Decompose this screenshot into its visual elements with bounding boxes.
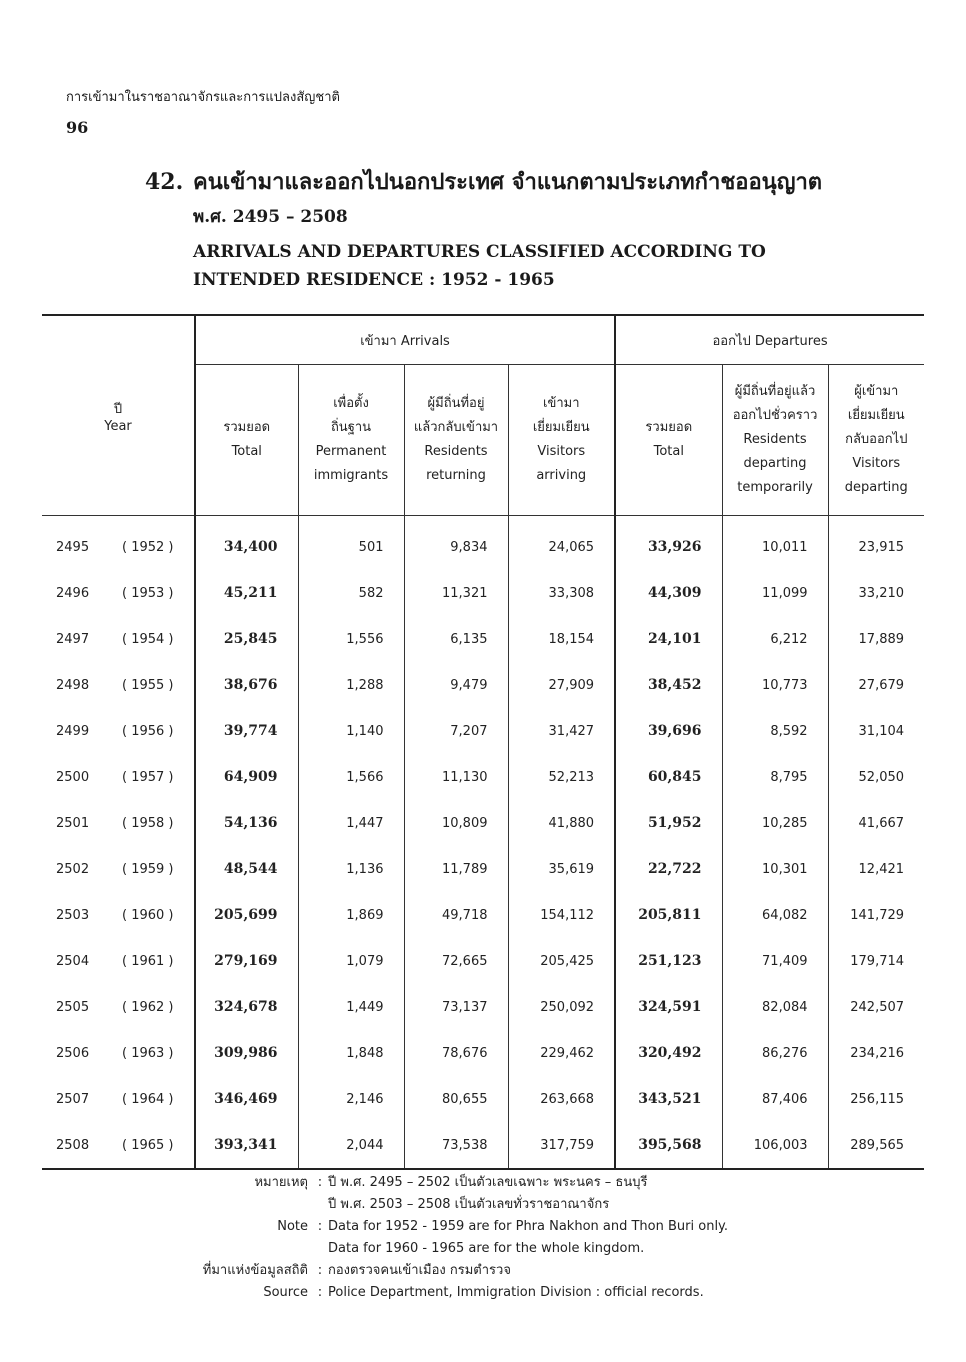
cell-arrivals-total: 64,909 bbox=[195, 754, 298, 800]
col-header-line: เพื่อตั้ง bbox=[333, 396, 369, 411]
col-header-line: Residents bbox=[743, 432, 807, 447]
year-ce: ( 1954 ) bbox=[122, 631, 174, 647]
title-english bbox=[193, 238, 793, 294]
year-cell bbox=[42, 662, 195, 708]
cell-arrivals-total: 324,678 bbox=[195, 984, 298, 1030]
year-be: 2507 bbox=[56, 1091, 90, 1107]
year-cell bbox=[42, 570, 195, 616]
notes-section bbox=[150, 1172, 728, 1304]
year-cell bbox=[42, 616, 195, 662]
year-cell bbox=[42, 1030, 195, 1076]
cell-residents-departing: 10,011 bbox=[722, 516, 828, 571]
note-label: Note bbox=[277, 1219, 308, 1234]
cell-departures-total: 60,845 bbox=[615, 754, 722, 800]
year-cell bbox=[42, 1076, 195, 1122]
year-be: 2498 bbox=[56, 677, 90, 693]
note-text: Data for 1960 - 1965 are for the whole kingdom. bbox=[328, 1241, 645, 1256]
col-header-line: เยี่ยมเยียน bbox=[847, 408, 905, 423]
year-ce: ( 1956 ) bbox=[122, 723, 174, 739]
note-text: กองตรวจคนเข้าเมือง กรมตำรวจ bbox=[328, 1263, 511, 1278]
cell-visitors-departing: 141,729 bbox=[828, 892, 924, 938]
cell-permanent-immigrants: 1,447 bbox=[298, 800, 404, 846]
cell-visitors-arriving: 27,909 bbox=[508, 662, 615, 708]
note-label: Source bbox=[263, 1285, 308, 1300]
table-number: 42. bbox=[145, 169, 184, 195]
cell-visitors-departing: 234,216 bbox=[828, 1030, 924, 1076]
col-header-line: ถิ่นฐาน bbox=[330, 420, 372, 435]
title-thai-years: พ.ศ. 2495 – 2508 bbox=[193, 207, 348, 227]
col-arrivals-total bbox=[195, 365, 298, 516]
year-cell bbox=[42, 892, 195, 938]
table-row bbox=[42, 616, 924, 662]
cell-visitors-departing: 256,115 bbox=[828, 1076, 924, 1122]
table-row bbox=[42, 984, 924, 1030]
cell-visitors-departing: 17,889 bbox=[828, 616, 924, 662]
col-header-line: กลับออกไป bbox=[845, 432, 908, 447]
note-label bbox=[150, 1238, 312, 1260]
cell-residents-departing: 10,773 bbox=[722, 662, 828, 708]
cell-permanent-immigrants: 1,566 bbox=[298, 754, 404, 800]
note-label: ที่มาแห่งข้อมูลสถิติ bbox=[202, 1263, 308, 1278]
year-be: 2504 bbox=[56, 953, 90, 969]
table-row bbox=[42, 570, 924, 616]
year-ce: ( 1964 ) bbox=[122, 1091, 174, 1107]
cell-residents-returning: 6,135 bbox=[404, 616, 508, 662]
cell-visitors-arriving: 229,462 bbox=[508, 1030, 615, 1076]
cell-permanent-immigrants: 1,449 bbox=[298, 984, 404, 1030]
year-header-english: Year bbox=[104, 418, 132, 434]
cell-visitors-arriving: 263,668 bbox=[508, 1076, 615, 1122]
note-label: หมายเหตุ bbox=[254, 1175, 308, 1190]
running-head: การเข้ามาในราชอาณาจักรและการแปลงสัญชาติ bbox=[66, 90, 340, 105]
cell-visitors-arriving: 24,065 bbox=[508, 516, 615, 571]
year-header bbox=[42, 315, 195, 516]
note-row bbox=[150, 1238, 728, 1260]
year-be: 2503 bbox=[56, 907, 90, 923]
col-header-line: แล้วกลับเข้ามา bbox=[413, 420, 499, 435]
note-text: Data for 1952 - 1959 are for Phra Nakhon and Thon Buri only. bbox=[328, 1219, 729, 1234]
cell-departures-total: 24,101 bbox=[615, 616, 722, 662]
col-header-line: Permanent bbox=[315, 444, 387, 459]
year-header-thai: ปี bbox=[113, 401, 123, 417]
col-residents-departing bbox=[722, 365, 828, 516]
cell-visitors-departing: 12,421 bbox=[828, 846, 924, 892]
table-row bbox=[42, 800, 924, 846]
year-ce: ( 1952 ) bbox=[122, 539, 174, 555]
col-header-line: Total bbox=[653, 444, 684, 459]
cell-permanent-immigrants: 1,140 bbox=[298, 708, 404, 754]
cell-residents-departing: 86,276 bbox=[722, 1030, 828, 1076]
cell-permanent-immigrants: 1,136 bbox=[298, 846, 404, 892]
cell-residents-returning: 80,655 bbox=[404, 1076, 508, 1122]
cell-permanent-immigrants: 1,848 bbox=[298, 1030, 404, 1076]
year-ce: ( 1957 ) bbox=[122, 769, 174, 785]
cell-residents-returning: 72,665 bbox=[404, 938, 508, 984]
col-visitors-arriving bbox=[508, 365, 615, 516]
note-sep: : bbox=[317, 1263, 323, 1278]
year-ce: ( 1958 ) bbox=[122, 815, 174, 831]
col-header-line: ผู้มีถิ่นที่อยู่แล้ว bbox=[734, 384, 816, 399]
cell-residents-returning: 11,789 bbox=[404, 846, 508, 892]
note-text: Police Department, Immigration Division : official records. bbox=[328, 1285, 704, 1300]
cell-permanent-immigrants: 1,288 bbox=[298, 662, 404, 708]
cell-residents-departing: 10,285 bbox=[722, 800, 828, 846]
cell-visitors-arriving: 31,427 bbox=[508, 708, 615, 754]
title-thai-text: คนเข้ามาและออกไปนอกประเทศ จำแนกตามประเภทกำชออนุญาต bbox=[193, 169, 823, 195]
col-header-line: Residents bbox=[424, 444, 488, 459]
cell-visitors-departing: 41,667 bbox=[828, 800, 924, 846]
cell-arrivals-total: 34,400 bbox=[195, 516, 298, 571]
year-be: 2495 bbox=[56, 539, 90, 555]
year-be: 2499 bbox=[56, 723, 90, 739]
year-be: 2496 bbox=[56, 585, 90, 601]
cell-permanent-immigrants: 1,869 bbox=[298, 892, 404, 938]
note-sep: : bbox=[317, 1175, 323, 1190]
table-row bbox=[42, 708, 924, 754]
col-visitors-departing bbox=[828, 365, 924, 516]
year-cell bbox=[42, 708, 195, 754]
year-ce: ( 1965 ) bbox=[122, 1137, 174, 1153]
year-cell bbox=[42, 754, 195, 800]
note-sep bbox=[312, 1238, 328, 1260]
year-ce: ( 1962 ) bbox=[122, 999, 174, 1015]
table-row bbox=[42, 516, 924, 571]
cell-visitors-departing: 31,104 bbox=[828, 708, 924, 754]
cell-residents-departing: 8,592 bbox=[722, 708, 828, 754]
cell-permanent-immigrants: 1,079 bbox=[298, 938, 404, 984]
col-header-line: Total bbox=[231, 444, 262, 459]
col-header-line: departing bbox=[743, 456, 807, 471]
cell-residents-returning: 78,676 bbox=[404, 1030, 508, 1076]
cell-visitors-departing: 289,565 bbox=[828, 1122, 924, 1169]
year-be: 2508 bbox=[56, 1137, 90, 1153]
col-header-line: departing bbox=[844, 480, 908, 495]
year-be: 2501 bbox=[56, 815, 90, 831]
cell-residents-departing: 71,409 bbox=[722, 938, 828, 984]
cell-arrivals-total: 39,774 bbox=[195, 708, 298, 754]
col-header-line: รวมยอด bbox=[645, 420, 693, 435]
year-be: 2500 bbox=[56, 769, 90, 785]
cell-departures-total: 22,722 bbox=[615, 846, 722, 892]
cell-visitors-departing: 23,915 bbox=[828, 516, 924, 571]
cell-arrivals-total: 48,544 bbox=[195, 846, 298, 892]
table-row bbox=[42, 892, 924, 938]
cell-visitors-arriving: 317,759 bbox=[508, 1122, 615, 1169]
table-row bbox=[42, 1030, 924, 1076]
cell-permanent-immigrants: 501 bbox=[298, 516, 404, 571]
cell-visitors-departing: 27,679 bbox=[828, 662, 924, 708]
cell-residents-returning: 73,538 bbox=[404, 1122, 508, 1169]
col-header-line: ผู้มีถิ่นที่อยู่ bbox=[427, 396, 485, 411]
arrivals-group-header: เข้ามา Arrivals bbox=[195, 315, 615, 365]
table-row bbox=[42, 846, 924, 892]
col-header-line: returning bbox=[426, 468, 486, 483]
year-cell bbox=[42, 846, 195, 892]
cell-visitors-departing: 179,714 bbox=[828, 938, 924, 984]
year-cell bbox=[42, 938, 195, 984]
year-cell bbox=[42, 800, 195, 846]
note-text: ปี พ.ศ. 2503 – 2508 เป็นตัวเลขทั่วราชอาณาจักร bbox=[328, 1197, 610, 1212]
col-permanent-immigrants bbox=[298, 365, 404, 516]
col-header-line: immigrants bbox=[313, 468, 389, 483]
year-ce: ( 1963 ) bbox=[122, 1045, 174, 1061]
departures-group-header: ออกไป Departures bbox=[615, 315, 924, 365]
note-text: ปี พ.ศ. 2495 – 2502 เป็นตัวเลขเฉพาะ พระนคร – ธนบุรี bbox=[328, 1175, 648, 1190]
cell-departures-total: 44,309 bbox=[615, 570, 722, 616]
cell-residents-departing: 64,082 bbox=[722, 892, 828, 938]
col-header-line: temporarily bbox=[737, 480, 813, 495]
col-header-line: arriving bbox=[536, 468, 587, 483]
cell-residents-returning: 11,130 bbox=[404, 754, 508, 800]
cell-arrivals-total: 309,986 bbox=[195, 1030, 298, 1076]
cell-permanent-immigrants: 1,556 bbox=[298, 616, 404, 662]
year-cell bbox=[42, 1122, 195, 1169]
year-ce: ( 1961 ) bbox=[122, 953, 174, 969]
cell-residents-returning: 73,137 bbox=[404, 984, 508, 1030]
table-row bbox=[42, 754, 924, 800]
cell-visitors-arriving: 52,213 bbox=[508, 754, 615, 800]
cell-arrivals-total: 54,136 bbox=[195, 800, 298, 846]
note-row bbox=[150, 1172, 728, 1194]
col-residents-returning bbox=[404, 365, 508, 516]
table-title bbox=[145, 164, 935, 294]
arrivals-departures-table bbox=[42, 314, 924, 1170]
cell-residents-departing: 87,406 bbox=[722, 1076, 828, 1122]
cell-departures-total: 320,492 bbox=[615, 1030, 722, 1076]
title-english-line1: ARRIVALS AND DEPARTURES CLASSIFIED ACCORDING TO bbox=[193, 242, 766, 262]
cell-permanent-immigrants: 582 bbox=[298, 570, 404, 616]
cell-residents-returning: 10,809 bbox=[404, 800, 508, 846]
title-thai bbox=[145, 164, 935, 199]
year-be: 2506 bbox=[56, 1045, 90, 1061]
note-sep: : bbox=[317, 1219, 323, 1234]
cell-permanent-immigrants: 2,146 bbox=[298, 1076, 404, 1122]
cell-arrivals-total: 205,699 bbox=[195, 892, 298, 938]
col-header-line: Visitors bbox=[537, 444, 586, 459]
cell-visitors-departing: 52,050 bbox=[828, 754, 924, 800]
year-ce: ( 1960 ) bbox=[122, 907, 174, 923]
cell-residents-returning: 11,321 bbox=[404, 570, 508, 616]
year-be: 2497 bbox=[56, 631, 90, 647]
note-row bbox=[150, 1216, 728, 1238]
cell-residents-departing: 106,003 bbox=[722, 1122, 828, 1169]
cell-arrivals-total: 45,211 bbox=[195, 570, 298, 616]
year-cell bbox=[42, 984, 195, 1030]
cell-departures-total: 33,926 bbox=[615, 516, 722, 571]
cell-arrivals-total: 346,469 bbox=[195, 1076, 298, 1122]
statistics-table-container bbox=[42, 314, 924, 1170]
table-row bbox=[42, 662, 924, 708]
cell-departures-total: 251,123 bbox=[615, 938, 722, 984]
note-row bbox=[150, 1194, 728, 1216]
cell-arrivals-total: 279,169 bbox=[195, 938, 298, 984]
year-ce: ( 1959 ) bbox=[122, 861, 174, 877]
cell-visitors-arriving: 250,092 bbox=[508, 984, 615, 1030]
cell-departures-total: 38,452 bbox=[615, 662, 722, 708]
col-header-line: Visitors bbox=[852, 456, 901, 471]
cell-departures-total: 343,521 bbox=[615, 1076, 722, 1122]
cell-residents-returning: 9,479 bbox=[404, 662, 508, 708]
note-label bbox=[150, 1194, 312, 1216]
year-ce: ( 1955 ) bbox=[122, 677, 174, 693]
cell-arrivals-total: 393,341 bbox=[195, 1122, 298, 1169]
cell-departures-total: 51,952 bbox=[615, 800, 722, 846]
table-row bbox=[42, 1122, 924, 1169]
year-be: 2505 bbox=[56, 999, 90, 1015]
cell-visitors-arriving: 35,619 bbox=[508, 846, 615, 892]
cell-visitors-departing: 242,507 bbox=[828, 984, 924, 1030]
cell-residents-returning: 49,718 bbox=[404, 892, 508, 938]
cell-visitors-departing: 33,210 bbox=[828, 570, 924, 616]
table-row bbox=[42, 938, 924, 984]
table-body bbox=[42, 516, 924, 1170]
cell-departures-total: 205,811 bbox=[615, 892, 722, 938]
cell-residents-departing: 82,084 bbox=[722, 984, 828, 1030]
col-header-line: รวมยอด bbox=[223, 420, 271, 435]
cell-arrivals-total: 38,676 bbox=[195, 662, 298, 708]
cell-visitors-arriving: 41,880 bbox=[508, 800, 615, 846]
cell-residents-departing: 8,795 bbox=[722, 754, 828, 800]
cell-residents-returning: 9,834 bbox=[404, 516, 508, 571]
title-english-line2: INTENDED RESIDENCE : 1952 - 1965 bbox=[193, 270, 555, 290]
note-sep bbox=[312, 1194, 328, 1216]
col-header-line: ผู้เข้ามา bbox=[854, 384, 899, 399]
cell-residents-returning: 7,207 bbox=[404, 708, 508, 754]
note-row bbox=[150, 1282, 728, 1304]
year-ce: ( 1953 ) bbox=[122, 585, 174, 601]
cell-permanent-immigrants: 2,044 bbox=[298, 1122, 404, 1169]
cell-departures-total: 395,568 bbox=[615, 1122, 722, 1169]
cell-residents-departing: 10,301 bbox=[722, 846, 828, 892]
col-header-line: ออกไปชั่วคราว bbox=[732, 408, 818, 423]
cell-visitors-arriving: 154,112 bbox=[508, 892, 615, 938]
page-number: 96 bbox=[66, 118, 89, 137]
cell-visitors-arriving: 205,425 bbox=[508, 938, 615, 984]
year-cell bbox=[42, 516, 195, 571]
table-row bbox=[42, 1076, 924, 1122]
cell-departures-total: 39,696 bbox=[615, 708, 722, 754]
col-header-line: เยี่ยมเยียน bbox=[532, 420, 590, 435]
cell-departures-total: 324,591 bbox=[615, 984, 722, 1030]
note-row bbox=[150, 1260, 728, 1282]
cell-residents-departing: 6,212 bbox=[722, 616, 828, 662]
cell-arrivals-total: 25,845 bbox=[195, 616, 298, 662]
note-sep: : bbox=[317, 1285, 323, 1300]
col-departures-total bbox=[615, 365, 722, 516]
cell-visitors-arriving: 18,154 bbox=[508, 616, 615, 662]
cell-visitors-arriving: 33,308 bbox=[508, 570, 615, 616]
year-be: 2502 bbox=[56, 861, 90, 877]
col-header-line: เข้ามา bbox=[543, 396, 580, 411]
cell-residents-departing: 11,099 bbox=[722, 570, 828, 616]
